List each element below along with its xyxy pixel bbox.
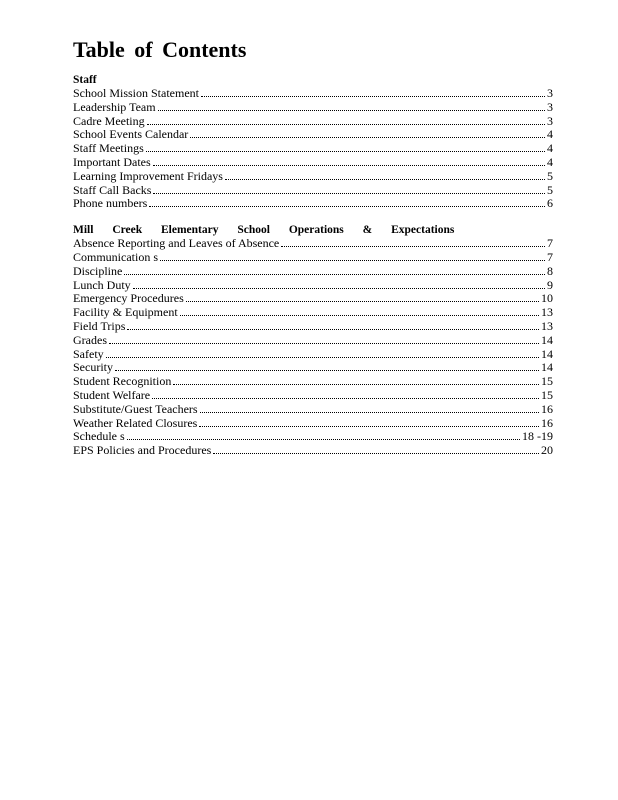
toc-entry-label: Absence Reporting and Leaves of Absence <box>73 236 280 251</box>
toc-dot-leader <box>160 260 545 261</box>
toc-entry-label: Substitute/Guest Teachers <box>73 401 198 416</box>
toc-entry-page: 4 <box>547 127 553 142</box>
toc-entry-label: Phone numbers <box>73 196 148 211</box>
toc-entry-label: Communication s <box>73 249 158 264</box>
toc-entry <box>73 142 553 156</box>
toc-entry-label: Discipline <box>73 263 123 278</box>
toc-entry-page: 10 <box>541 291 553 306</box>
toc-entry <box>73 170 553 184</box>
toc-dot-leader <box>127 329 539 330</box>
toc-entry-page: 7 <box>547 249 553 264</box>
toc-entry <box>73 292 553 306</box>
page-title: Table of Contents <box>73 37 247 62</box>
toc-entry <box>73 197 553 211</box>
toc-entry <box>73 375 553 389</box>
toc-entry-page: 3 <box>547 99 553 114</box>
toc-entry-page: 6 <box>547 196 553 211</box>
toc-entry-label: Security <box>73 360 113 375</box>
toc-entry-page: 3 <box>547 113 553 128</box>
toc-dot-leader <box>146 151 545 152</box>
toc-entry <box>73 417 553 431</box>
toc-entry <box>73 184 553 198</box>
toc-entry-page: 18 -19 <box>522 429 553 444</box>
toc-entry-label: Facility & Equipment <box>73 305 178 320</box>
toc-dot-leader <box>213 453 539 454</box>
toc-entry-label: Student Welfare <box>73 387 151 402</box>
toc-entry-label: Student Recognition <box>73 374 172 389</box>
toc-dot-leader <box>158 110 545 111</box>
toc-entry <box>73 156 553 170</box>
toc-dot-leader <box>127 439 520 440</box>
toc-dot-leader <box>147 124 545 125</box>
toc-entry <box>73 128 553 142</box>
toc-dot-leader <box>180 315 539 316</box>
toc-dot-leader <box>281 246 545 247</box>
toc-dot-leader <box>201 96 545 97</box>
toc-entry-page: 13 <box>541 318 553 333</box>
toc-entry <box>73 306 553 320</box>
toc-entry-label: Learning Improvement Fridays <box>73 168 223 183</box>
toc-entry-label: Emergency Procedures <box>73 291 184 306</box>
toc-entry-page: 20 <box>541 443 553 458</box>
toc-entry-label: Grades <box>73 332 107 347</box>
toc-entry <box>73 334 553 348</box>
toc-entry-label: Weather Related Closures <box>73 415 198 430</box>
toc-entry-page: 15 <box>541 374 553 389</box>
toc-entry-page: 5 <box>547 168 553 183</box>
toc-list-operations <box>73 237 553 458</box>
toc-entry-label: Schedule s <box>73 429 125 444</box>
toc-dot-leader <box>109 343 539 344</box>
toc-entry-page: 5 <box>547 182 553 197</box>
toc-entry-label: School Mission Statement <box>73 86 199 100</box>
toc-entry <box>73 361 553 375</box>
toc-dot-leader <box>225 179 545 180</box>
toc-entry <box>73 348 553 362</box>
section-heading-staff: Staff <box>73 74 97 86</box>
toc-dot-leader <box>124 274 545 275</box>
toc-dot-leader <box>152 398 539 399</box>
toc-entry <box>73 320 553 334</box>
toc-entry <box>73 115 553 129</box>
toc-entry <box>73 389 553 403</box>
toc-entry <box>73 444 553 458</box>
toc-entry-page: 9 <box>547 277 553 292</box>
toc-entry <box>73 237 553 251</box>
toc-entry-page: 16 <box>541 401 553 416</box>
toc-entry-label: Field Trips <box>73 318 126 333</box>
document-page <box>73 37 553 458</box>
toc-entry-page: 4 <box>547 141 553 156</box>
toc-entry-page: 14 <box>541 346 553 361</box>
toc-entry-page: 16 <box>541 415 553 430</box>
toc-entry-label: Staff Meetings <box>73 141 144 156</box>
toc-entry-page: 3 <box>547 86 553 100</box>
toc-entry <box>73 101 553 115</box>
toc-entry-page: 14 <box>541 360 553 375</box>
toc-dot-leader <box>133 288 545 289</box>
toc-dot-leader <box>173 384 539 385</box>
toc-entry-page: 8 <box>547 263 553 278</box>
toc-list-staff <box>73 87 553 211</box>
toc-entry-page: 15 <box>541 387 553 402</box>
toc-dot-leader <box>115 370 539 371</box>
toc-entry <box>73 251 553 265</box>
toc-entry-label: Cadre Meeting <box>73 113 145 128</box>
toc-entry-label: Leadership Team <box>73 99 156 114</box>
toc-dot-leader <box>186 301 539 302</box>
toc-entry <box>73 87 553 101</box>
toc-entry-label: Lunch Duty <box>73 277 131 292</box>
toc-entry-label: Staff Call Backs <box>73 182 152 197</box>
toc-dot-leader <box>106 357 539 358</box>
toc-entry-page: 7 <box>547 236 553 251</box>
section-heading-operations: Mill Creek Elementary School Operations & Expectations <box>73 224 455 237</box>
toc-dot-leader <box>153 193 545 194</box>
toc-entry-page: 4 <box>547 154 553 169</box>
toc-entry-label: EPS Policies and Procedures <box>73 443 212 458</box>
toc-dot-leader <box>190 137 545 138</box>
toc-entry <box>73 430 553 444</box>
toc-entry <box>73 265 553 279</box>
toc-entry-label: School Events Calendar <box>73 127 189 142</box>
toc-dot-leader <box>199 426 539 427</box>
toc-entry <box>73 279 553 293</box>
toc-entry-label: Important Dates <box>73 154 151 169</box>
toc-entry <box>73 403 553 417</box>
toc-entry-page: 13 <box>541 305 553 320</box>
toc-dot-leader <box>149 206 545 207</box>
toc-entry-page: 14 <box>541 332 553 347</box>
toc-dot-leader <box>153 165 545 166</box>
toc-entry-label: Safety <box>73 346 104 361</box>
toc-dot-leader <box>200 412 539 413</box>
